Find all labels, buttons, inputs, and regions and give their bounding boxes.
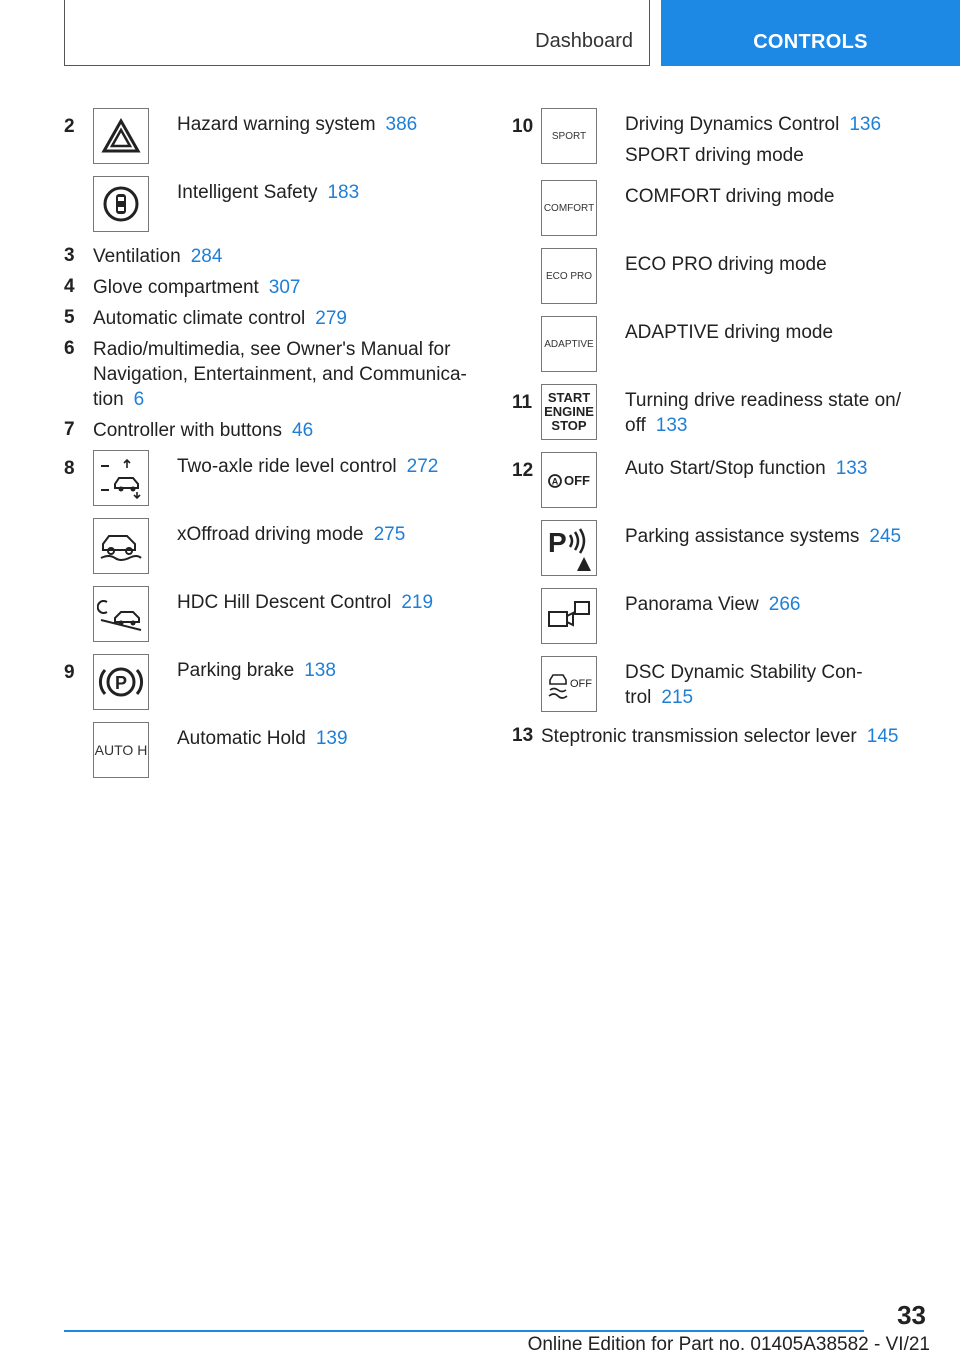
item-text <box>597 520 932 549</box>
list-item-12-autostart <box>512 452 932 508</box>
item-label: HDC Hill Descent Control <box>177 591 392 613</box>
list-item-7 <box>64 418 474 443</box>
page-ref-link[interactable]: 307 <box>268 277 301 299</box>
item-number: 11 <box>512 392 533 414</box>
list-item-5 <box>64 306 474 331</box>
page-ref-link[interactable]: 133 <box>655 415 688 437</box>
item-label-line: Navigation, Entertainment, and Communica- <box>93 364 467 386</box>
item-label: Automatic climate control <box>93 308 306 330</box>
list-item-2-hazard <box>64 108 474 164</box>
eco-pro-mode-icon: ECO PRO <box>541 248 597 304</box>
item-number: 13 <box>512 725 534 747</box>
item-text <box>541 724 932 749</box>
list-item-4 <box>64 275 474 300</box>
item-text <box>149 654 474 683</box>
comfort-mode-icon: COMFORT <box>541 180 597 236</box>
list-item-2-safety <box>64 176 474 232</box>
item-text <box>149 176 474 205</box>
page-ref-link[interactable]: 133 <box>835 458 868 480</box>
item-text <box>149 518 474 547</box>
list-item-10-eco <box>512 248 932 304</box>
item-label-line: off <box>625 415 646 437</box>
item-number: 5 <box>64 307 75 329</box>
parking-brake-icon <box>93 654 149 710</box>
adaptive-mode-icon: ADAPTIVE <box>541 316 597 372</box>
item-text <box>597 452 932 481</box>
item-number: 10 <box>512 116 534 137</box>
item-label: Two-axle ride level control <box>177 455 397 477</box>
intelligent-safety-icon <box>93 176 149 232</box>
right-column <box>512 108 932 755</box>
start-stop-engine-icon: START ENGINE STOP <box>541 384 597 440</box>
item-label-line: DSC Dynamic Stability Con- <box>625 662 863 684</box>
item-text <box>149 108 474 137</box>
item-label: xOffroad driving mode <box>177 523 364 545</box>
page-ref-link[interactable]: 272 <box>406 455 439 477</box>
page-ref-link[interactable]: 46 <box>292 420 314 442</box>
item-text <box>149 722 474 751</box>
list-item-10-adaptive <box>512 316 932 372</box>
item-label: Parking assistance systems <box>625 526 860 548</box>
item-text <box>597 248 932 277</box>
item-label: Auto Start/Stop function <box>625 458 826 480</box>
page-ref-link[interactable]: 139 <box>315 727 348 749</box>
page-ref-link[interactable]: 215 <box>661 687 694 709</box>
item-text <box>93 418 474 443</box>
list-item-12-dsc <box>512 656 932 712</box>
page-ref-link[interactable]: 136 <box>849 114 882 135</box>
item-text <box>597 316 932 345</box>
list-item-8-hdc <box>64 586 474 642</box>
list-item-10-comfort <box>512 180 932 236</box>
section-title: Dashboard <box>535 30 633 52</box>
item-label-line: tion <box>93 389 124 411</box>
list-item-6 <box>64 337 474 412</box>
page-ref-link[interactable]: 183 <box>327 182 360 203</box>
item-number: 3 <box>64 245 75 266</box>
item-number: 6 <box>64 338 75 360</box>
page-ref-link[interactable]: 145 <box>866 726 899 748</box>
item-text <box>149 450 474 479</box>
item-label: ECO PRO driving mode <box>625 254 827 276</box>
item-number: 2 <box>64 116 75 137</box>
list-item-13 <box>512 724 932 749</box>
page-ref-link[interactable]: 138 <box>304 659 336 681</box>
item-label: Intelligent Safety <box>177 182 318 203</box>
left-column <box>64 108 474 790</box>
item-text <box>597 656 932 710</box>
item-label: Driving Dynamics Control <box>625 114 840 135</box>
page-ref-link[interactable]: 245 <box>869 526 902 548</box>
item-text <box>93 244 474 269</box>
page-ref-link[interactable]: 279 <box>315 308 347 330</box>
page-ref-link[interactable]: 284 <box>190 246 223 267</box>
auto-hold-icon: AUTO H <box>93 722 149 778</box>
page-ref-link[interactable]: 6 <box>133 389 145 411</box>
hazard-warning-icon <box>93 108 149 164</box>
page-header <box>0 0 960 66</box>
item-text <box>597 384 932 438</box>
list-item-9-hold <box>64 722 474 778</box>
item-text <box>597 108 932 168</box>
item-label: Ventilation <box>93 246 181 267</box>
item-text <box>93 275 474 300</box>
item-label-line: Radio/multimedia, see Owner's Manual for <box>93 339 451 361</box>
dsc-off-icon: OFF <box>541 656 597 712</box>
item-label: Automatic Hold <box>177 727 306 749</box>
page-number: 33 <box>897 1300 926 1330</box>
sport-mode-icon: SPORT <box>541 108 597 164</box>
hill-descent-icon <box>93 586 149 642</box>
list-item-8-xoffroad <box>64 518 474 574</box>
footer-edition: Online Edition for Part no. 01405A38582 - VI/21 <box>527 1334 930 1355</box>
footer-divider <box>64 1330 864 1332</box>
item-label: Controller with buttons <box>93 420 283 442</box>
list-item-11 <box>512 384 932 440</box>
item-text <box>597 588 932 617</box>
item-text <box>149 586 474 615</box>
item-text <box>93 306 474 331</box>
item-text <box>597 180 932 209</box>
xoffroad-icon <box>93 518 149 574</box>
ride-level-icon <box>93 450 149 506</box>
page-ref-link[interactable]: 219 <box>401 591 434 613</box>
item-label: COMFORT driving mode <box>625 186 835 208</box>
item-label: Parking brake <box>177 659 295 681</box>
list-item-10-sport <box>512 108 932 168</box>
svg-text:A: A <box>551 476 559 487</box>
page-ref-link[interactable]: 266 <box>768 594 801 616</box>
chapter-tab[interactable]: CONTROLS <box>661 0 960 66</box>
panorama-camera-icon <box>541 588 597 644</box>
list-item-9-brake <box>64 654 474 710</box>
header-section-box <box>64 0 650 66</box>
item-number: 4 <box>64 276 75 298</box>
item-number: 7 <box>64 419 75 441</box>
item-text <box>93 337 474 412</box>
list-item-3 <box>64 244 474 269</box>
list-item-8-ride <box>64 450 474 506</box>
svg-text:P: P <box>114 672 128 693</box>
list-item-12-panorama <box>512 588 932 644</box>
item-number: 8 <box>64 457 75 479</box>
list-item-12-parking <box>512 520 932 576</box>
item-label: ADAPTIVE driving mode <box>625 322 834 344</box>
item-label: Hazard warning system <box>177 114 376 135</box>
item-number: 12 <box>512 460 534 482</box>
parking-assistant-icon: P <box>541 520 597 576</box>
item-sublabel: SPORT driving mode <box>625 145 804 167</box>
item-label: Panorama View <box>625 594 759 616</box>
item-label: Glove compartment <box>93 277 259 299</box>
page-ref-link[interactable]: 386 <box>385 114 418 135</box>
item-number: 9 <box>64 661 75 683</box>
item-label-line: trol <box>625 687 652 709</box>
item-label: Steptronic transmission selector lever <box>541 726 857 748</box>
page-ref-link[interactable]: 275 <box>373 523 406 545</box>
item-label-line: Turning drive readiness state on/ <box>625 390 902 412</box>
auto-start-stop-icon: A OFF <box>541 452 597 508</box>
